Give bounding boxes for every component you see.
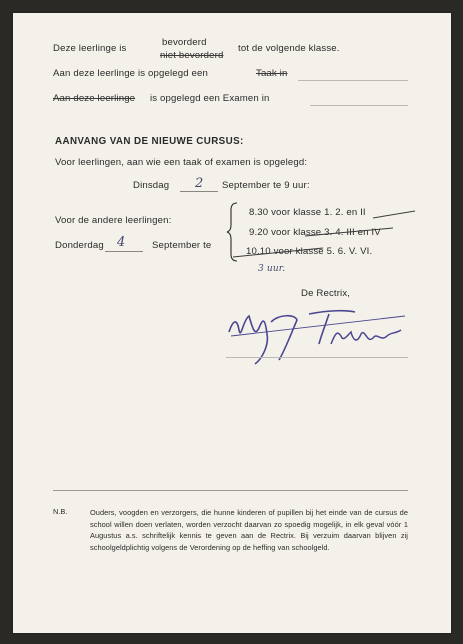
- time-slot-1-classes: voor klasse 1. 2. en II: [271, 207, 366, 218]
- signature-line: [226, 357, 408, 358]
- thursday-date-line: [105, 251, 143, 252]
- tuesday-label: Dinsdag: [133, 180, 170, 191]
- exam-label-struck: Aan deze leerlinge: [53, 93, 136, 104]
- exam-fill-line: [310, 105, 408, 106]
- nb-label: N.B.: [53, 507, 68, 516]
- task-in-struck: Taak in: [256, 68, 288, 79]
- thursday-time-label: September te: [152, 240, 212, 251]
- time-slot-2-time: 9.20: [249, 227, 269, 238]
- thursday-label: Donderdag: [55, 240, 104, 251]
- time-slot-2-classes: voor klasse 3. 4. III en IV: [271, 227, 381, 238]
- pen-strike-marks: [225, 200, 425, 270]
- tuesday-time: September te 9 uur:: [222, 180, 310, 191]
- footer-divider: [53, 490, 408, 491]
- exam-label: is opgelegd een Examen in: [150, 93, 270, 104]
- new-course-heading: AANVANG VAN DE NIEUWE CURSUS:: [55, 136, 244, 147]
- rectrix-signature: [225, 300, 410, 370]
- promotion-label: Deze leerlinge is: [53, 43, 127, 54]
- task-label: Aan deze leerlinge is opgelegd een: [53, 68, 208, 79]
- tuesday-date-handwritten: 2: [195, 176, 204, 191]
- next-class-text: tot de volgende klasse.: [238, 43, 340, 54]
- thursday-date-handwritten: 4: [117, 235, 126, 250]
- task-students-line: Voor leerlingen, aan wie een taak of examen is opgelegd:: [55, 157, 308, 168]
- other-students-label: Voor de andere leerlingen:: [55, 215, 172, 226]
- handwritten-time-note: 3 uur.: [258, 264, 286, 274]
- parents-notice: Ouders, voogden en verzorgers, die hunne kinderen of pupillen bij het einde van de cursus de school willen doen verlaten, worden verzocht daarvan zo spoedig mogelijk, in elk geval vóór 1 Augustus a.s. schriftelijk kennis te geven aan de Rectrix. Bij verzuim daarvan blijven zij schoolgeldplichtig volgens de Verordening op de heffing van schoolgeld.: [90, 508, 408, 552]
- rectrix-label: De Rectrix,: [301, 288, 351, 299]
- time-slot-1-time: 8.30: [249, 207, 269, 218]
- time-slot-3-time: 10.10: [246, 246, 271, 257]
- time-slot-3-classes: voor klasse 5. 6. V. VI.: [273, 246, 373, 257]
- tuesday-date-line: [180, 191, 218, 192]
- task-fill-line: [298, 80, 408, 81]
- promoted-option: bevorderd: [162, 37, 207, 48]
- not-promoted-option-struck: niet bevorderd: [160, 50, 224, 61]
